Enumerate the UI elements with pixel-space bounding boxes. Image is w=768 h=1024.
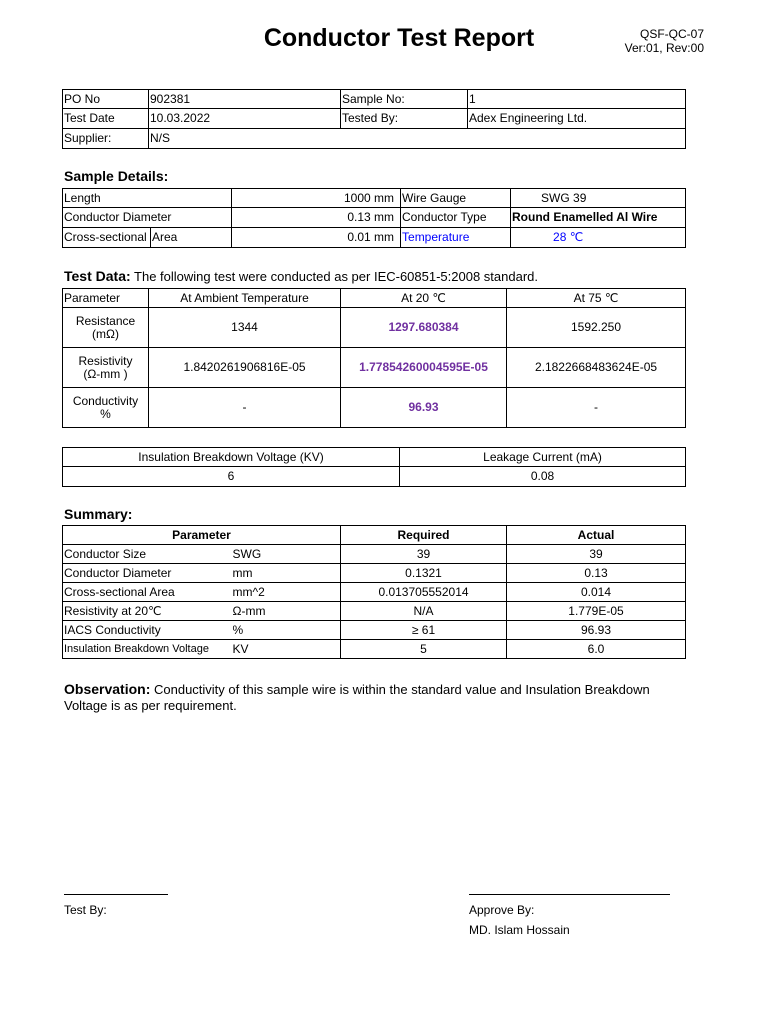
- test-by-signature-line: [64, 894, 168, 895]
- area-value: 0.01 mm: [232, 228, 401, 248]
- resistance-ambient: 1344: [149, 308, 341, 348]
- summary-required: 39: [341, 545, 507, 564]
- table-row: [63, 348, 686, 388]
- summary-actual: 6.0: [507, 640, 686, 659]
- test-data-table: [62, 288, 686, 428]
- summary-unit: Ω-mm: [232, 602, 341, 621]
- temperature-label: Temperature: [401, 228, 511, 248]
- resistance-75c: 1592.250: [507, 308, 686, 348]
- sample-details-heading: Sample Details:: [64, 168, 169, 184]
- conductivity-20c: 96.93: [341, 388, 507, 428]
- diameter-value: 0.13 mm: [232, 208, 401, 228]
- test-header-75c: At 75 ℃: [507, 289, 686, 308]
- summary-required: 0.1321: [341, 564, 507, 583]
- test-header-ambient: At Ambient Temperature: [149, 289, 341, 308]
- summary-actual: 96.93: [507, 621, 686, 640]
- conductivity-75c: -: [507, 388, 686, 428]
- summary-unit: SWG: [232, 545, 341, 564]
- summary-required: 5: [341, 640, 507, 659]
- resistivity-75c: 2.1822668483624E-05: [507, 348, 686, 388]
- summary-param: IACS Conductivity: [63, 621, 232, 640]
- doc-code: QSF-QC-07: [639, 27, 704, 41]
- supplier-value: N/S: [149, 129, 686, 149]
- temperature-value: 28 ℃: [511, 228, 686, 248]
- breakdown-voltage-label: Insulation Breakdown Voltage (KV): [63, 448, 400, 467]
- test-date-value: 10.03.2022: [149, 109, 341, 129]
- summary-param: Cross-sectional Area: [63, 583, 232, 602]
- summary-header-parameter: Parameter: [63, 526, 341, 545]
- table-row: [63, 564, 686, 583]
- area-label-suffix: Area: [151, 228, 232, 248]
- resistivity-20c: 1.77854260004595E-05: [341, 348, 507, 388]
- summary-actual: 0.014: [507, 583, 686, 602]
- sample-no-label: Sample No:: [341, 90, 468, 109]
- tested-by-label: Tested By:: [341, 109, 468, 129]
- table-row: [63, 602, 686, 621]
- summary-required: ≥ 61: [341, 621, 507, 640]
- leakage-current-value: 0.08: [400, 467, 686, 487]
- observation-text: Conductivity of this sample wire is within the standard value and Insulation Breakdown Voltage is as per requirement.: [64, 682, 650, 713]
- summary-actual: 39: [507, 545, 686, 564]
- summary-param: Resistivity at 20℃: [63, 602, 232, 621]
- length-label: Length: [63, 189, 232, 208]
- conductor-type-label: Conductor Type: [401, 208, 511, 228]
- conductor-type-value: Round Enamelled Al Wire: [511, 208, 686, 228]
- summary-unit: %: [232, 621, 341, 640]
- test-data-intro-line: [64, 268, 538, 284]
- area-label: Cross-sectional: [63, 228, 151, 248]
- table-row: [63, 583, 686, 602]
- conductivity-ambient: -: [149, 388, 341, 428]
- resistance-20c: 1297.680384: [341, 308, 507, 348]
- test-header-20c: At 20 ℃: [341, 289, 507, 308]
- summary-unit: mm^2: [232, 583, 341, 602]
- po-label: PO No: [63, 90, 149, 109]
- approver-name: MD. Islam Hossain: [469, 923, 570, 937]
- resistance-label: Resistance (mΩ): [63, 308, 149, 348]
- po-value: 902381: [149, 90, 341, 109]
- summary-table: [62, 525, 686, 659]
- length-value: 1000 mm: [232, 189, 401, 208]
- conductivity-label: Conductivity %: [63, 388, 149, 428]
- sample-no-value: 1: [468, 90, 686, 109]
- table-row: [63, 640, 686, 659]
- info-table: [62, 89, 686, 149]
- resistivity-label: Resistivity (Ω-mm ): [63, 348, 149, 388]
- summary-actual: 0.13: [507, 564, 686, 583]
- table-row: [63, 545, 686, 564]
- summary-unit: mm: [232, 564, 341, 583]
- supplier-label: Supplier:: [63, 129, 149, 149]
- insulation-table: [62, 447, 686, 487]
- tested-by-value: Adex Engineering Ltd.: [468, 109, 686, 129]
- summary-actual: 1.779E-05: [507, 602, 686, 621]
- test-header-parameter: Parameter: [63, 289, 149, 308]
- diameter-label: Conductor Diameter: [63, 208, 232, 228]
- test-date-label: Test Date: [63, 109, 149, 129]
- summary-header-actual: Actual: [507, 526, 686, 545]
- approve-by-label: Approve By:: [469, 903, 535, 917]
- summary-param: Conductor Size: [63, 545, 232, 564]
- summary-header-required: Required: [341, 526, 507, 545]
- observation-label: Observation:: [64, 681, 151, 697]
- test-data-heading: Test Data:: [64, 268, 131, 284]
- leakage-current-label: Leakage Current (mA): [400, 448, 686, 467]
- resistivity-ambient: 1.8420261906816E-05: [149, 348, 341, 388]
- summary-required: N/A: [341, 602, 507, 621]
- summary-param: Conductor Diameter: [63, 564, 232, 583]
- table-row: [63, 621, 686, 640]
- doc-version: Ver:01, Rev:00: [624, 41, 704, 55]
- summary-heading: Summary:: [64, 506, 133, 522]
- test-data-intro: The following test were conducted as per IEC-60851-5:2008 standard.: [134, 269, 539, 284]
- report-title: Conductor Test Report: [263, 24, 535, 52]
- summary-unit: KV: [232, 640, 341, 659]
- table-row: [63, 308, 686, 348]
- observation-paragraph: [64, 681, 694, 714]
- table-row: [63, 388, 686, 428]
- approve-by-signature-line: [469, 894, 670, 895]
- wire-gauge-value: SWG 39: [511, 189, 686, 208]
- summary-param: Insulation Breakdown Voltage: [63, 640, 232, 659]
- summary-required: 0.013705552014: [341, 583, 507, 602]
- test-by-label: Test By:: [64, 903, 107, 917]
- breakdown-voltage-value: 6: [63, 467, 400, 487]
- doc-code-block: [625, 27, 704, 55]
- sample-details-table: [62, 188, 686, 248]
- wire-gauge-label: Wire Gauge: [401, 189, 511, 208]
